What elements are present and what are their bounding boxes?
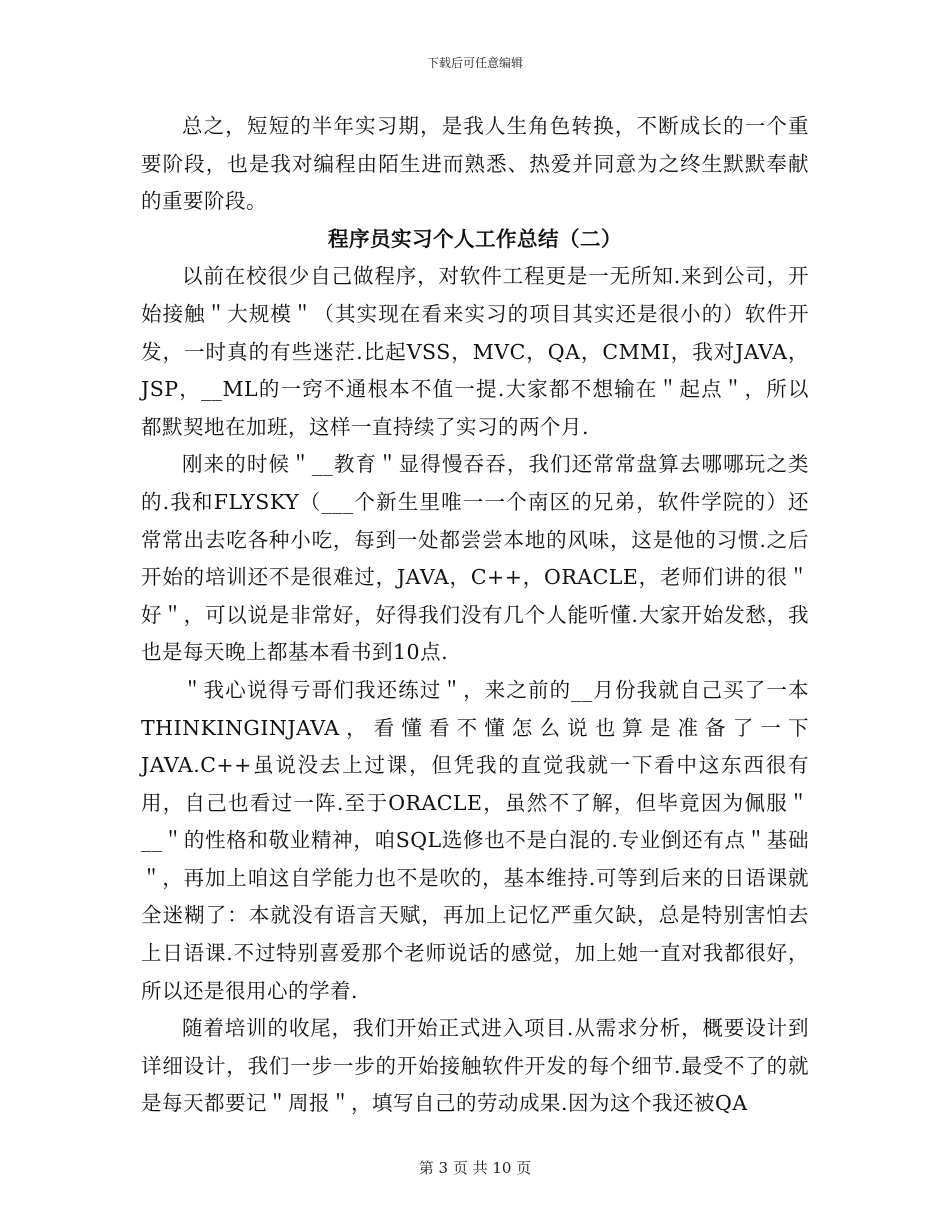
document-body <box>141 108 809 1123</box>
paragraph-intro: 以前在校很少自己做程序，对软件工程更是一无所知.来到公司，开始接触＂大规模＂（其实现在看来实习的项目其实还是很小的）软件开发，一时真的有些迷茫.比起VSS，MVC，QA，CMMI，我对JAVA，JSP，__ML的一窍不通根本不值一提.大家都不想输在＂起点＂，所以都默契地在加班，这样一直持续了实习的两个月. <box>141 264 809 439</box>
page-footer: 第 3 页 共 10 页 <box>418 1159 532 1177</box>
header-note: 下载后可任意编辑 <box>426 56 523 70</box>
paragraph-preparation: ＂我心说得亏哥们我还练过＂，来之前的__月份我就自己买了一本THINKINGINJAVA，看懂看不懂怎么说也算是准备了一下JAVA.C++虽说没去上过课，但凭我的直觉我就一下看中这东西很有用，自己也看过一阵.至于ORACLE，虽然不了解，但毕竟因为佩服＂__＂的性格和敬业精神，咱SQL选修也不是白混的.专业倒还有点＂基础＂，再加上咱这自学能力也不是吹的，基本维持.可等到后来的日语课就全迷糊了：本就没有语言天赋，再加上记忆严重欠缺，总是特别害怕去上日语课.不过特别喜爱那个老师说话的感觉，加上她一直对我都很好，所以还是很用心的学着. <box>141 677 809 1003</box>
paragraph-arrival: 刚来的时候＂__教育＂显得慢吞吞，我们还常常盘算去哪哪玩之类的.我和FLYSKY（___个新生里唯一一个南区的兄弟，软件学院的）还常常出去吃各种小吃，每到一处都尝尝本地的风味，这是他的习惯.之后开始的培训还不是很难过，JAVA，C++，ORACLE，老师们讲的很＂好＂，可以说是非常好，好得我们没有几个人能听懂.大家开始发愁，我也是每天晚上都基本看书到10点. <box>141 452 809 665</box>
section-title: 程序员实习个人工作总结（二） <box>328 226 622 251</box>
paragraph-project: 随着培训的收尾，我们开始正式进入项目.从需求分析，概要设计到详细设计，我们一步一步的开始接触软件开发的每个细节.最受不了的就是每天都要记＂周报＂，填写自己的劳动成果.因为这个我还被QA <box>141 1016 809 1116</box>
paragraph-summary: 总之，短短的半年实习期，是我人生角色转换，不断成长的一个重要阶段，也是我对编程由陌生进而熟悉、热爱并同意为之终生默默奉献的重要阶段。 <box>141 114 809 214</box>
